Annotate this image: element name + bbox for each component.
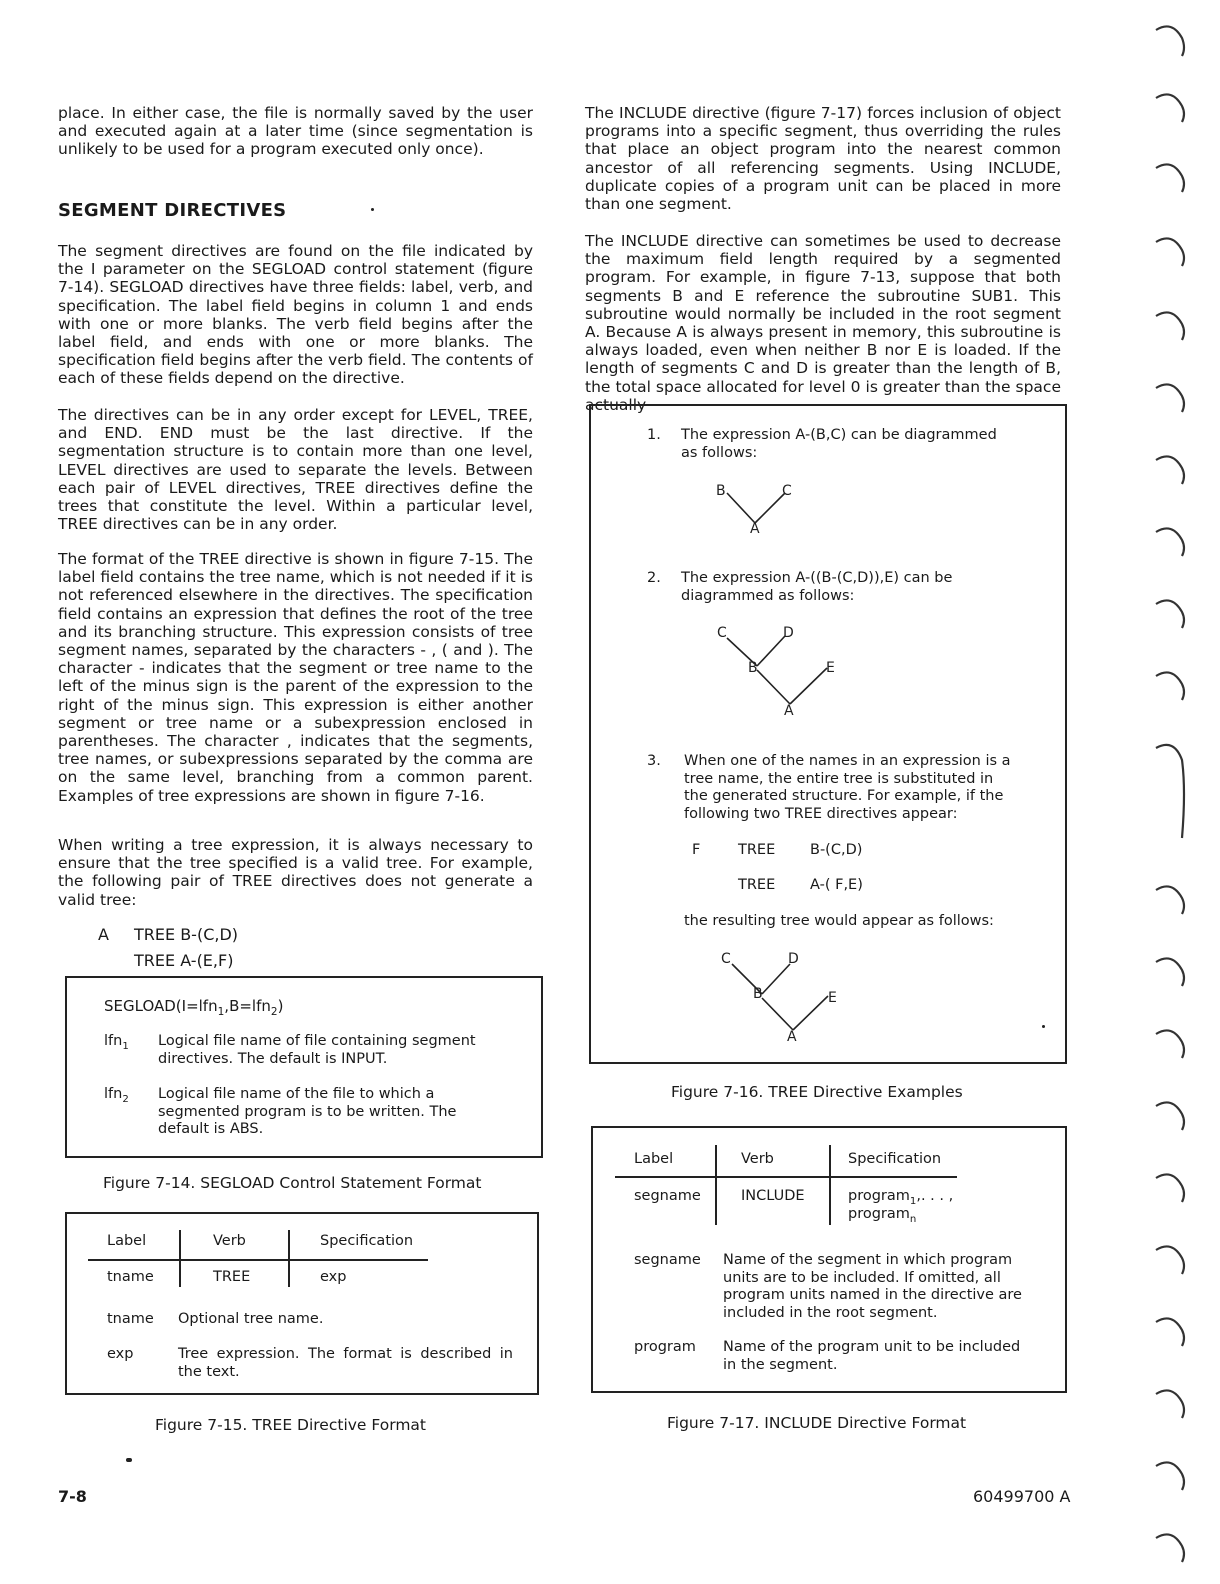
fig-15-header-label: Label	[107, 1233, 147, 1249]
segload-syntax: SEGLOAD(I=lfn$_1$,B=lfn$_2$)	[104, 997, 284, 1018]
fig-14-desc-2: Logical file name of the file to which a segmented program is to be written. The default is ABS.	[158, 1086, 457, 1137]
fig-17-row-label: segname	[634, 1188, 701, 1204]
fig-17-divider-1	[715, 1145, 717, 1225]
tree-diagram-1	[700, 475, 820, 535]
fig-17-def-desc-1: Name of the segment in which program units are to be included. If omitted, all program units named in the directive are included in the root segment.	[723, 1252, 1022, 1321]
fig-14-term-1: lfn$_1$	[104, 1033, 129, 1052]
fig-17-def-term-2: program	[634, 1339, 696, 1355]
figure-7-14-caption: Figure 7-14. SEGLOAD Control Statement Format	[103, 1174, 482, 1192]
fig-16-directive-1: F TREE B-(C,D)	[692, 842, 863, 858]
fig-15-row-verb: TREE	[213, 1269, 251, 1285]
example-directive-2: TREE A-(E,F)	[134, 951, 234, 970]
fig-16-item-2-num: 2.	[647, 570, 661, 586]
intro-paragraph: place. In either case, the file is normally saved by the user and executed again at a later time (since segmentation is unlikely to be used for a program executed only once).	[58, 104, 533, 159]
fig-15-divider-1	[179, 1230, 181, 1287]
fig-16-directive-2: TREE A-( F,E)	[738, 877, 863, 893]
fig-17-def-desc-2: Name of the program unit to be included in the segment.	[723, 1339, 1021, 1373]
fig-15-header-spec: Specification	[320, 1233, 414, 1249]
fig-17-row-spec: program$_1$,. . . , program$_n$	[848, 1188, 954, 1225]
node-a: A	[750, 521, 760, 535]
left-column	[58, 104, 533, 159]
node-d: D	[783, 625, 794, 641]
fig-17-def-term-1: segname	[634, 1252, 701, 1268]
fig-15-def-term-2: exp	[107, 1346, 134, 1362]
fig-15-def-desc-1: Optional tree name.	[178, 1311, 324, 1327]
fig-16-item-1-text: The expression A-(B,C) can be diagrammed as follows:	[681, 427, 997, 461]
node-d: D	[788, 951, 799, 967]
fig-17-row-verb: INCLUDE	[741, 1188, 805, 1204]
paragraph-4: When writing a tree expression, it is always necessary to ensure that the tree specified is a valid tree. For example, the following pair of TREE directives does not generate a valid tree:	[58, 836, 533, 909]
paragraph-1: The segment directives are found on the file indicated by the I parameter on the SEGLOAD control statement (figure 7-14). SEGLOAD directives have three fields: label, verb, and specification. The label field begins in column 1 and ends with one or more blanks. The verb field begins after the label field, and ends with one or more blanks. The specification field begins after the verb field. The contents of each of these fields depend on the directive.	[58, 242, 533, 388]
binder-holes	[1150, 0, 1190, 1584]
fig-16-item-3-num: 3.	[647, 753, 661, 769]
fig-15-divider-2	[288, 1230, 290, 1287]
fig-17-header-rule	[615, 1176, 957, 1178]
figure-7-15-caption: Figure 7-15. TREE Directive Format	[155, 1416, 427, 1434]
fig-15-row-label: tname	[107, 1269, 154, 1285]
tree-diagram-2	[705, 620, 855, 720]
node-b: B	[716, 483, 726, 499]
node-e: E	[826, 660, 835, 676]
fig-14-desc-1: Logical file name of file containing segment directives. The default is INPUT.	[158, 1033, 476, 1067]
fig-17-header-label: Label	[634, 1151, 674, 1167]
document-number: 60499700 A	[973, 1487, 1071, 1506]
example-directive-1: A TREE B-(C,D)	[98, 925, 239, 944]
paragraph-3: The format of the TREE directive is shown in figure 7-15. The label field contains the tree name, which is not needed if it is not referenced elsewhere in the directives. The specification field contains an expression that defines the root of the tree and its branching structure. This expression consists of tree segment names, separated by the characters - , ( and ). The character - indicates that the segment or tree name to the left of the minus sign is the parent of the expression to the right of the minus sign. This expression is either another segment or tree name or a subexpression enclosed in parentheses. The character , indicates that the segments, tree names, or subexpressions separated by the comma are on the same level, branching from a common parent. Examples of tree expressions are shown in figure 7-16.	[58, 550, 533, 805]
figure-7-17-caption: Figure 7-17. INCLUDE Directive Format	[667, 1414, 967, 1432]
paragraph-2: The directives can be in any order except for LEVEL, TREE, and END. END must be the last directive. If the segmentation structure is to contain more than one level, LEVEL directives are used to separate the levels. Between each pair of LEVEL directives, TREE directives define the trees that constitute the level. Within a particular level, TREE directives can be in any order.	[58, 406, 533, 534]
fig-16-item-2-text: The expression A-((B-(C,D)),E) can be diagrammed as follows:	[681, 570, 953, 604]
right-paragraph-1: The INCLUDE directive (figure 7-17) forces inclusion of object programs into a specific segment, thus overriding the rules that place an object program into the nearest common ancestor of all referencing segments. Using INCLUDE, duplicate copies of a program unit can be placed in more than one segment.	[585, 104, 1061, 214]
stray-dot	[1042, 1025, 1045, 1028]
fig-15-row-spec: exp	[320, 1269, 347, 1285]
node-b: B	[753, 986, 763, 1002]
fig-17-header-spec: Specification	[848, 1151, 942, 1167]
fig-15-def-term-1: tname	[107, 1311, 154, 1327]
stray-mark	[126, 1458, 132, 1462]
fig-17-header-verb: Verb	[741, 1151, 774, 1167]
node-c: C	[717, 625, 727, 641]
figure-7-16-caption: Figure 7-16. TREE Directive Examples	[671, 1083, 963, 1101]
fig-14-term-2: lfn$_2$	[104, 1086, 129, 1105]
right-paragraph-2: The INCLUDE directive can sometimes be used to decrease the maximum field length required by a segmented program. For example, in figure 7-13, suppose that both segments B and E reference the subroutine SUB1. This subroutine would normally be included in the root segment A. Because A is always present in memory, this subroutine is always loaded, even when neither B nor E is loaded. If the length of segments C and D is greater than the length of B, the total space allocated for level 0 is greater than the space actually	[585, 232, 1061, 414]
node-c: C	[782, 483, 792, 499]
tree-diagram-3	[710, 948, 860, 1048]
fig-16-item-3-text: When one of the names in an expression is a tree name, the entire tree is substituted in the generated structure. For example, if the following two TREE directives appear:	[684, 753, 1011, 822]
node-a: A	[787, 1029, 797, 1045]
node-c: C	[721, 951, 731, 967]
fig-15-def-desc-2: Tree expression. The format is described in the text.	[178, 1346, 513, 1380]
fig-17-divider-2	[829, 1145, 831, 1225]
fig-15-header-verb: Verb	[213, 1233, 246, 1249]
node-b: B	[748, 660, 758, 676]
fig-16-result-text: the resulting tree would appear as follows:	[684, 913, 994, 929]
heading-dot	[371, 208, 374, 211]
page-number: 7-8	[58, 1487, 87, 1506]
fig-15-header-rule	[88, 1259, 428, 1261]
section-heading: SEGMENT DIRECTIVES	[58, 200, 287, 221]
node-a: A	[784, 703, 794, 719]
fig-16-item-1-num: 1.	[647, 427, 661, 443]
node-e: E	[828, 990, 837, 1006]
